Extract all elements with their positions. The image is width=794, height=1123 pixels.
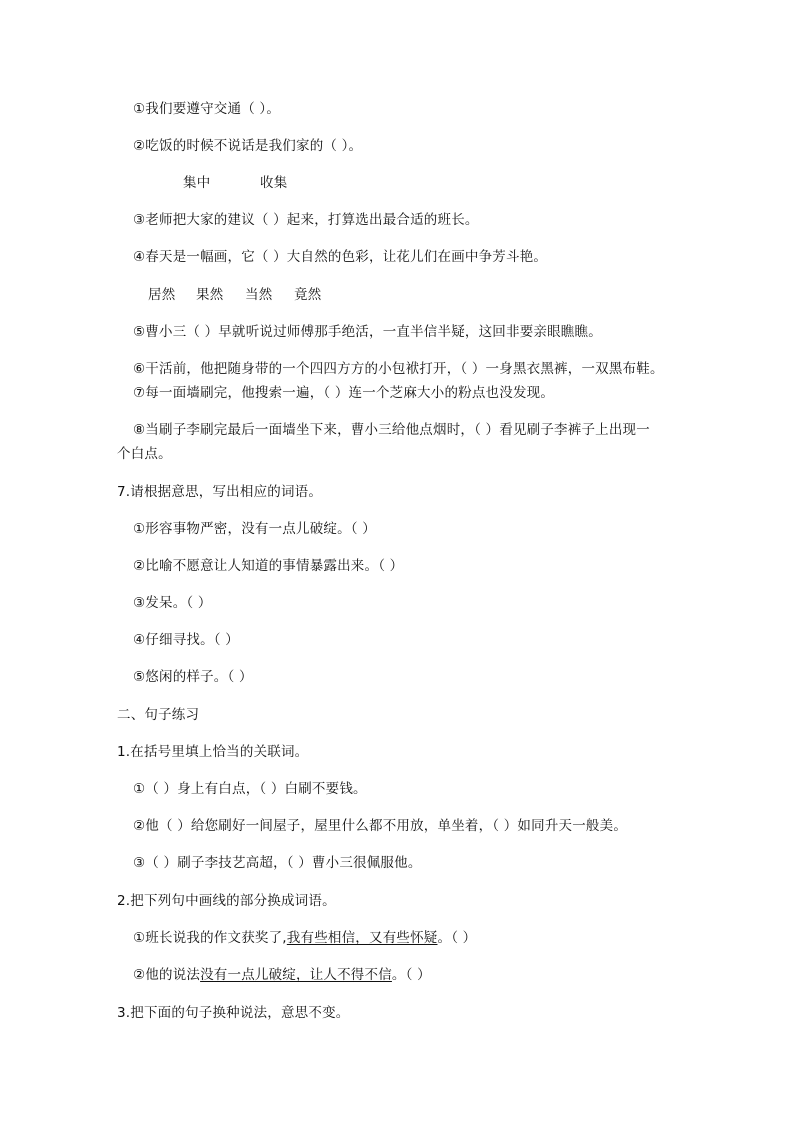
q6-item-3: ③老师把大家的建议（ ）起来，打算选出最合适的班长。 xyxy=(133,212,479,228)
s2-q2-item-1 xyxy=(133,928,476,948)
section-title: 二、句子练习 xyxy=(117,707,200,723)
underlined-phrase: 我有些相信，又有些怀疑 xyxy=(286,930,438,946)
q6-item-2: ②吃饭的时候不说话是我们家的（ ）。 xyxy=(133,138,363,154)
word-bank-word: 居然 xyxy=(148,287,176,303)
q7-item: ⑤悠闲的样子。（ ） xyxy=(133,669,253,685)
q6-item-8-line1: ⑧当刷子李刷完最后一面墙坐下来，曹小三给他点烟时，（ ）看见刷子李裤子上出现一 xyxy=(133,422,650,438)
word-bank-word: 当然 xyxy=(245,287,273,303)
word-bank-word: 集中 xyxy=(183,175,211,191)
word-bank-word: 收集 xyxy=(260,175,288,191)
q7-item: ①形容事物严密，没有一点儿破绽。（ ） xyxy=(133,521,376,537)
s2-q2-item-2-pre: ②他的说法 xyxy=(133,967,201,983)
s2-q1-item: ③（ ）刷子李技艺高超，（ ）曹小三很佩服他。 xyxy=(133,855,422,871)
s2-q1-title: 1.在括号里填上恰当的关联词。 xyxy=(117,744,309,760)
q7-item: ④仔细寻找。（ ） xyxy=(133,632,239,648)
s2-q1-item: ②他（ ）给您刷好一间屋子，屋里什么都不用放，单坐着，（ ）如同升天一般美。 xyxy=(133,818,628,834)
q7-title: 7.请根据意思，写出相应的词语。 xyxy=(117,484,323,500)
s2-q2-title: 2.把下列句中画线的部分换成词语。 xyxy=(117,893,336,909)
q6-item-4: ④春天是一幅画，它（ ）大自然的色彩，让花儿们在画中争芳斗艳。 xyxy=(133,249,548,265)
s2-q3-title: 3.把下面的句子换种说法，意思不变。 xyxy=(117,1005,350,1021)
word-bank-word: 竟然 xyxy=(294,287,322,303)
word-bank-word: 果然 xyxy=(196,287,224,303)
q6-item-5: ⑤曹小三（ ）早就听说过师傅那手绝活，一直半信半疑，这回非要亲眼瞧瞧。 xyxy=(133,324,602,340)
s2-q2-item-1-pre: ①班长说我的作文获奖了, xyxy=(133,930,287,946)
q7-item: ②比喻不愿意让人知道的事情暴露出来。（ ） xyxy=(133,558,404,574)
q6-item-8-line2: 个白点。 xyxy=(117,446,172,462)
q6-item-6: ⑥干活前，他把随身带的一个四四方方的小包袱打开，（ ）一身黑衣黑裤，一双黑布鞋。 xyxy=(133,361,664,377)
underlined-phrase: 没有一点儿破绽，让人不得不信 xyxy=(200,967,392,983)
answer-blank: 。（ ） xyxy=(437,930,477,946)
s2-q1-item: ①（ ）身上有白点，（ ）白刷不要钱。 xyxy=(133,781,367,797)
q6-item-1: ①我们要遵守交通（ ）。 xyxy=(133,101,281,117)
s2-q2-item-2 xyxy=(133,965,431,985)
q7-item: ③发呆。（ ） xyxy=(133,595,212,611)
answer-blank: 。（ ） xyxy=(391,967,431,983)
q6-item-7: ⑦每一面墙刷完，他搜索一遍，（ ）连一个芝麻大小的粉点也没发现。 xyxy=(133,385,555,401)
